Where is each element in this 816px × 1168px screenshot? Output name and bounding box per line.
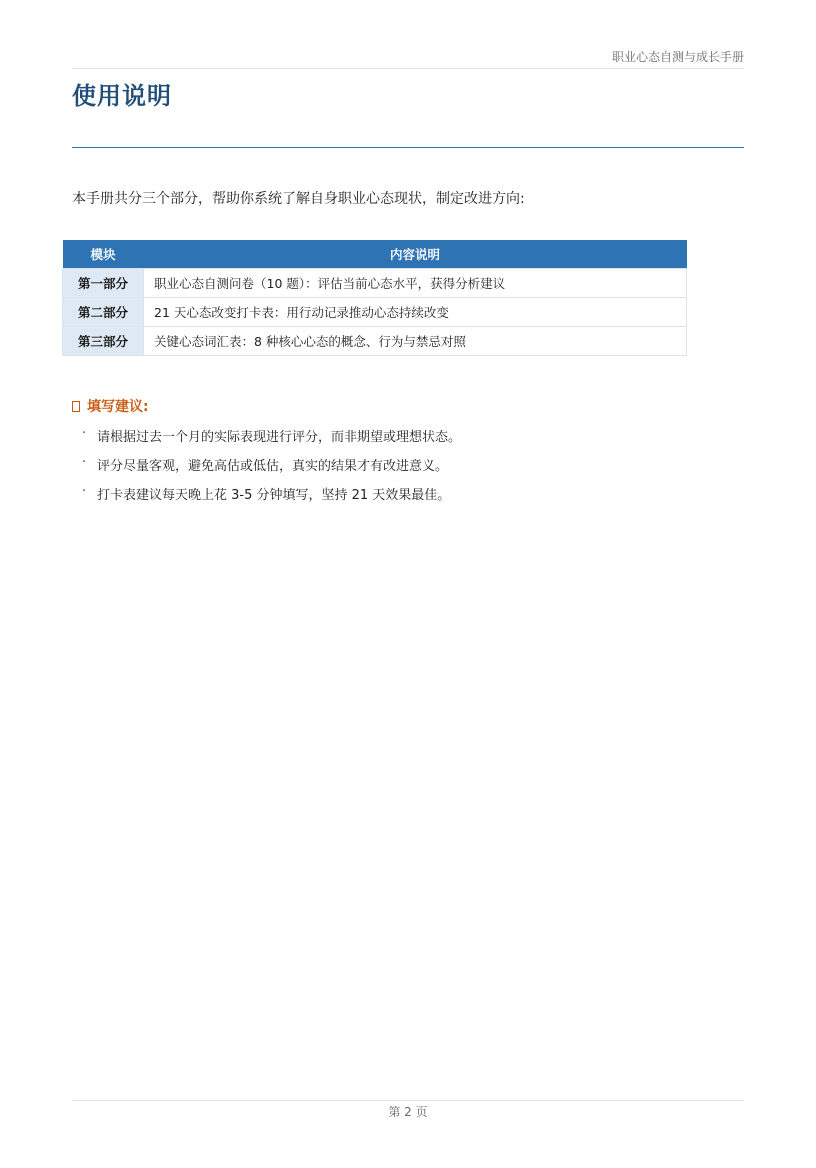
description-cell: 职业心态自测问卷（10 题）：评估当前心态水平，获得分析建议 <box>144 269 687 298</box>
bullet-dot: · <box>82 455 87 470</box>
list-item <box>82 455 461 484</box>
bullet-dot: · <box>82 484 87 499</box>
description-cell: 21 天心态改变打卡表：用行动记录推动心态持续改变 <box>144 298 687 327</box>
list-item <box>82 426 461 455</box>
lightbulb-icon <box>72 401 80 412</box>
module-cell: 第一部分 <box>63 269 144 298</box>
header-description: 内容说明 <box>144 240 687 269</box>
running-header: 职业心态自测与成长手册 <box>611 50 744 64</box>
modules-table <box>62 240 687 356</box>
list-item <box>82 484 461 513</box>
tip-text: 请根据过去一个月的实际表现进行评分，而非期望或理想状态。 <box>97 430 462 445</box>
page-number: 第 2 页 <box>388 1105 428 1119</box>
page-title: 使用说明 <box>72 82 172 110</box>
tips-list <box>82 426 461 513</box>
header-module: 模块 <box>63 240 144 269</box>
table-row <box>63 298 687 327</box>
module-cell: 第二部分 <box>63 298 144 327</box>
tips-heading <box>72 396 149 416</box>
header-divider <box>72 68 744 69</box>
tip-text: 打卡表建议每天晚上花 3-5 分钟填写，坚持 21 天效果最佳。 <box>97 488 451 503</box>
intro-paragraph: 本手册共分三个部分，帮助你系统了解自身职业心态现状，制定改进方向: <box>72 191 525 207</box>
bullet-dot: · <box>82 426 87 441</box>
table-header-row <box>63 240 687 269</box>
table-row <box>63 269 687 298</box>
tip-text: 评分尽量客观，避免高估或低估，真实的结果才有改进意义。 <box>97 459 449 474</box>
tips-heading-label: 填写建议: <box>87 399 149 415</box>
title-divider <box>72 147 744 148</box>
table-row <box>63 327 687 356</box>
module-cell: 第三部分 <box>63 327 144 356</box>
footer-divider <box>72 1100 744 1101</box>
description-cell: 关键心态词汇表：8 种核心心态的概念、行为与禁忌对照 <box>144 327 687 356</box>
